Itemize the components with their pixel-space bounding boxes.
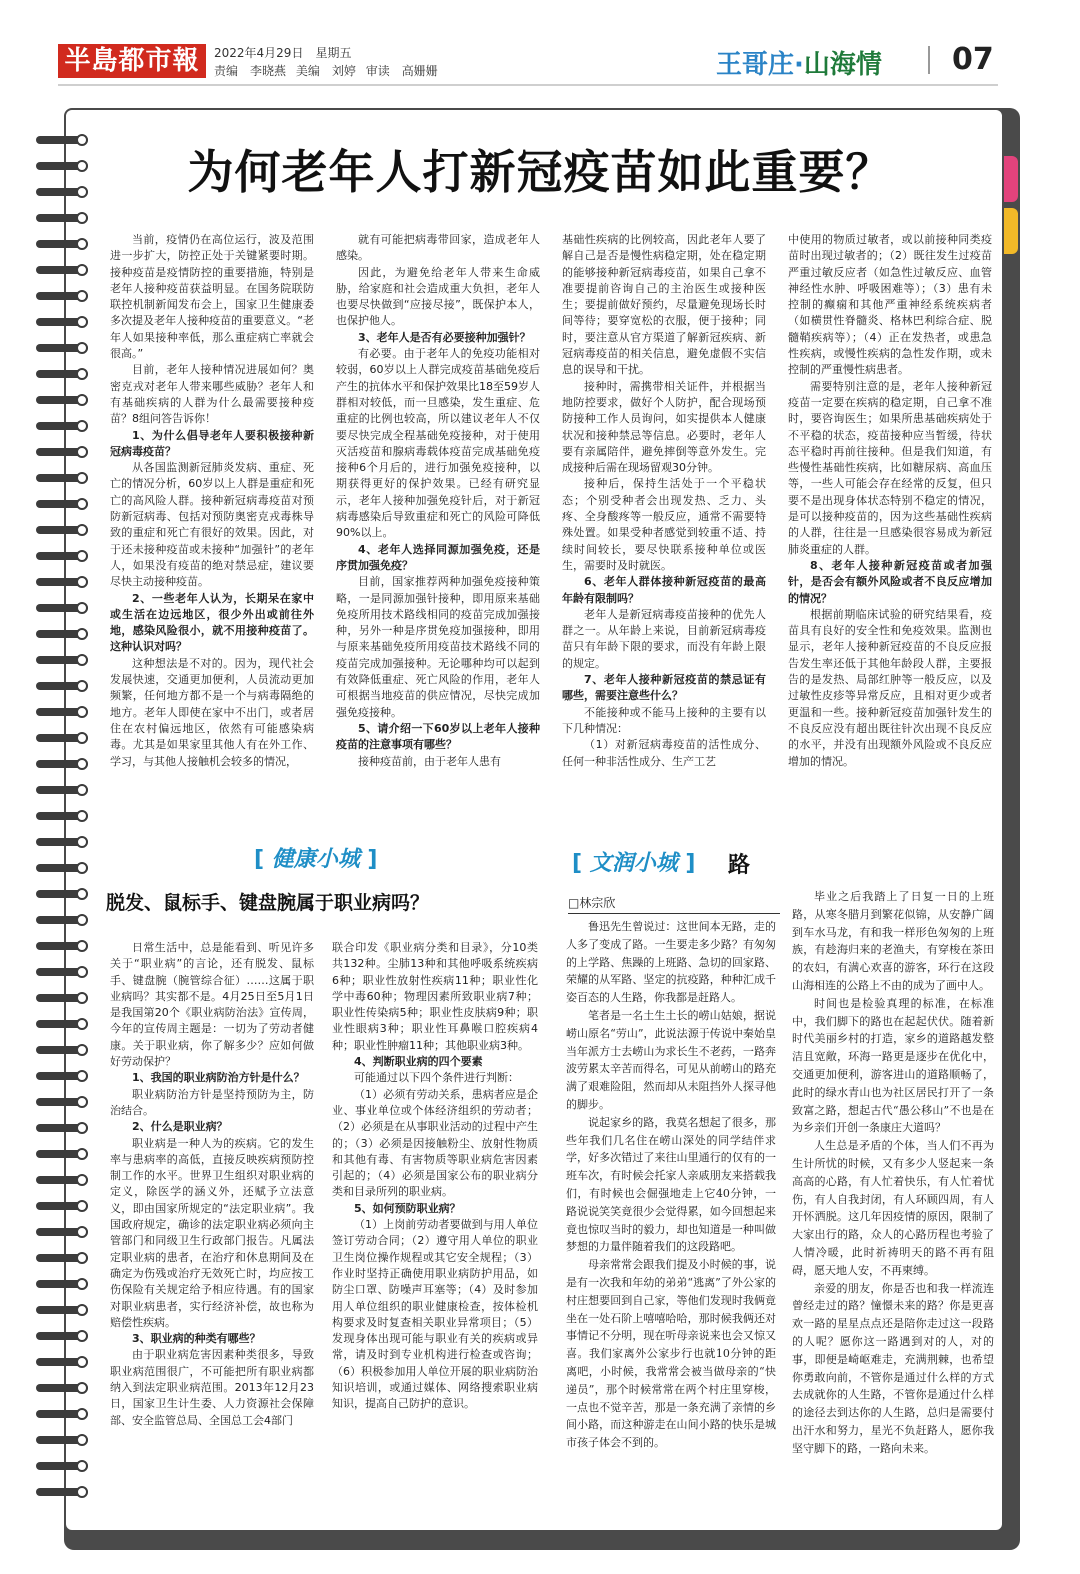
page-number: 07 <box>952 42 994 77</box>
binding-ring <box>36 212 88 226</box>
question-heading: 1、我国的职业病防治方针是什么？ <box>132 1071 305 1085</box>
paragraph: 就有可能把病毒带回家，造成老年人感染。 <box>336 233 540 263</box>
binding-ring <box>36 1460 88 1474</box>
main-article-column-4 <box>788 232 992 810</box>
binding-ring <box>36 1304 88 1318</box>
newspaper-logo: 半島都市報 <box>58 44 206 78</box>
paragraph: 人生总是矛盾的个体，当人们不再为生计所忧的时候，又有多少人竖起来一条高高的心路，有人忙着快乐，有人忙着忧伤，有人自我封闭，有人环顾四周，有人开怀洒脱。这几年因疫情的原因，限制了大家出行的路，众人的心路历程也考验了人情冷暖，此时祈祷明天的路不再有阻碍，愿天地人安，不再柬缚。 <box>792 1139 994 1277</box>
binding-ring <box>36 810 88 824</box>
health-tag-text: 健康小城 <box>271 847 360 872</box>
binding-ring <box>36 576 88 590</box>
binding-ring <box>36 706 88 720</box>
binding-ring <box>36 290 88 304</box>
binding-ring <box>36 1044 88 1058</box>
paragraph: 鲁迅先生曾说过：这世间本无路，走的人多了变成了路。一生要走多少路？有匆匆的上学路、焦躁的上班路、急切的回家路、荣耀的从军路、坚定的抗疫路，种种汇成千姿百态的人生路，你我都是赶路人。 <box>566 920 776 1005</box>
binding-ring <box>36 1330 88 1344</box>
paragraph: 目前，国家推荐两种加强免疫接种策略，一是同源加强针接种，即用原来基础免疫所用技术路线相同的疫苗完成加强接种，另外一种是序贯免疫加强接种，即用与原来基础免疫所用疫苗技术路线不同的疫苗完成加强接种。无论哪种均可以起到有效降低重症、死亡风险的作用，老年人可根据当地疫苗的供应情况，尽快完成加强免疫接种。 <box>336 575 540 719</box>
binding-ring <box>36 1174 88 1188</box>
paragraph: （1）必须有劳动关系，患病者应是企业、事业单位或个体经济组织的劳动者；（2）必须是在从事职业活动的过程中产生的；（3）必须是因接触粉尘、放射性物质和其他有毒、有害物质等职业病危害因素引起的；（4）必须是国家公布的职业病分类和目录所列的职业病。 <box>332 1087 538 1199</box>
credit-proofreader: 审读 高姗姗 <box>365 64 438 78</box>
binding-ring <box>36 1486 88 1500</box>
binding-ring <box>36 628 88 642</box>
paragraph: 可能通过以下四个条件进行判断： <box>354 1071 519 1085</box>
binding-ring <box>36 1408 88 1422</box>
paragraph: （1）上岗前劳动者要做到与用人单位签订劳动合同；（2）遵守用人单位的职业卫生岗位操作规程或其它安全规程；（3）作业时坚持正确使用职业病防护用品，如防尘口罩、防噪声耳塞等；（4）及时参加用人单位组织的职业健康检查，按体检机构要求及时复查相关职业异常项目；（5）发现身体出现可能与职业有关的疾病或异常，请及时到专业机构进行检查或咨询；（6）积极参加用人单位开展的职业病防治知识培训，或通过媒体、网络搜索职业病知识，提高自己防护的意识。 <box>332 1218 538 1411</box>
paragraph: 日常生活中，总是能看到、听见许多关于“职业病”的言论，还有脱发、鼠标手、键盘腕（腕管综合征）……这属于职业病吗？其实都不是。4月25日至5月1日是我国第20个《职业病防治法》宣传周，今年的宣传周主题是：一切为了劳动者健康。关于职业病，你了解多少？应如何做好劳动保护？ <box>110 941 314 1069</box>
masthead <box>0 0 1080 92</box>
paragraph: 需要特别注意的是，老年人接种新冠疫苗一定要在疾病的稳定期，自己拿不准时，要咨询医生；如果所患基础疾病处于不平稳的状态，疫苗接种应当暂缓，待状态平稳时再前往接种。但是我们知道，有些慢性基础性疾病，比如糖尿病、高血压等，一些人可能会存在经常的反复，但只要不是出现身体状态特别不稳定的情况，是可以接种疫苗的，因为这些基础性疾病的人群，往往是一旦感染很容易成为新冠肺炎重症的人群。 <box>788 379 992 556</box>
question-heading: 8、老年人接种新冠疫苗或者加强针，是否会有额外风险或者不良反应增加的情况？ <box>788 558 992 605</box>
editor-credits <box>214 62 444 79</box>
paragraph: 当前，疫情仍在高位运行，波及范围进一步扩大，防控正处于关键紧要时期。接种疫苗是疫情防控的重要措施，特别是老年人接种疫苗获益明显。在国务院联防联控机制新闻发布会上，国家卫生健康委多次提及老年人接种疫苗的重要意义。“老年人如果接种率低，那么重症病亡率就会很高。” <box>110 233 314 361</box>
binding-ring <box>36 940 88 954</box>
pink-page-tab <box>1004 156 1018 202</box>
binding-ring <box>36 1148 88 1162</box>
main-headline: 为何老年人打新冠疫苗如此重要？ <box>187 145 893 199</box>
spiral-binding <box>36 134 92 1514</box>
paragraph: 基础性疾病的比例较高，因此老年人要了解自己是否是慢性病稳定期，处在稳定期的能够接种新冠病毒疫苗，如果自己拿不准要提前咨询自己的主治医生或接种医生；要提前做好预约，尽量避免现场长时间等待；要穿宽松的衣服，便于接种；同时，要注意从官方渠道了解新冠疾病、新冠病毒疫苗的相关信息，避免虚假不实信息的误导和干扰。 <box>562 233 766 377</box>
binding-ring <box>36 1018 88 1032</box>
paragraph: 时间也是检验真理的标准，在标准中，我们脚下的路也在起起伏伏。随着新时代美丽乡村的打造，家乡的道路越发整洁且宽敞，环海一路更是逐步在优化中，交通更加便利，游客进山的道路顺畅了，此时的绿水青山也为社区居民打开了一条致富之路，想起古代“愚公移山”不也是在为乡亲们开创一条康庄大道吗？ <box>792 996 994 1135</box>
question-heading: 1、为什么倡导老年人要积极接种新冠病毒疫苗？ <box>110 428 314 458</box>
paragraph: 这种想法是不对的。因为，现代社会发展快速，交通更加便利，人员流动更加频繁，任何地方都不是一个与病毒隔绝的地方。老年人即使在家中不出门，或者居住在农村偏远地区，依然有可能感染病毒。尤其是如果家里其他人有在外工作、学习，与其他人接触机会较多的情况， <box>110 656 314 768</box>
paragraph: 从各国监测新冠肺炎发病、重症、死亡的情况分析，60岁以上人群是重症和死亡的高风险人群。接种新冠病毒疫苗对预防新冠病毒、包括对预防奥密克戎毒株导致的重症和死亡有很好的效果。因此，对于还未接种疫苗或未接种“加强针”的老年人，如果没有疫苗的绝对禁忌症，建议要尽快主动接种疫苗。 <box>110 461 314 589</box>
main-article-column-1 <box>110 232 314 810</box>
binding-ring <box>36 992 88 1006</box>
binding-ring <box>36 1252 88 1266</box>
yellow-page-tab <box>1004 208 1018 254</box>
binding-ring <box>36 498 88 512</box>
health-article-column-2 <box>332 940 538 1500</box>
binding-ring <box>36 264 88 278</box>
binding-ring <box>36 368 88 382</box>
issue-date: 2022年4月29日 星期五 <box>214 46 352 60</box>
paragraph: 接种后，保持生活处于一个平稳状态；个别受种者会出现发热、乏力、头疼、全身酸疼等一般反应，通常不需要特殊处置。如果受种者感觉到较重不适、持续时间较长，要尽快联系接种单位或医生，需要时及时就医。 <box>562 477 766 572</box>
paragraph: 联合印发《职业病分类和目录》，分10类共132种。尘肺13种和其他呼吸系统疾病6种；职业性放射性疾病11种；职业性化学中毒60种；物理因素所致职业病7种；职业性传染病5种；职业性皮肤病9种；职业性眼病3种；职业性耳鼻喉口腔疾病4种；职业性肿瘤11种；其他职业病3种。 <box>332 941 538 1052</box>
binding-ring <box>36 966 88 980</box>
binding-ring <box>36 888 88 902</box>
binding-ring <box>36 862 88 876</box>
paragraph: 老年人是新冠病毒疫苗接种的优先人群之一。从年龄上来说，目前新冠病毒疫苗只有年龄下限的要求，而没有年龄上限的规定。 <box>562 607 766 670</box>
binding-ring <box>36 1278 88 1292</box>
binding-ring <box>36 550 88 564</box>
section-title-b: 山海情 <box>803 50 882 80</box>
binding-ring <box>36 524 88 538</box>
question-heading: 6、老年人群体接种新冠疫苗的最高年龄有限制吗？ <box>562 575 766 605</box>
paragraph: 说起家乡的路，我莫名想起了很多，那些年我们几名住在崂山深处的同学结伴求学，好多次错过了来往山里通行的仅有的一班车次，有时候会托家人亲戚朋友来搭载我们，有时候也会倔强地走上它40分钟，一路说说笑笑竟很少会觉得累，如今回想起来竟也惊叹当时的毅力，却也知道是一种叫做梦想的力量伴随着我们的这段路吧。 <box>566 1115 776 1254</box>
literary-article-column-1 <box>566 918 776 1496</box>
question-heading: 7、老年人接种新冠疫苗的禁忌证有哪些，需要注意些什么？ <box>562 673 766 703</box>
binding-ring <box>36 472 88 486</box>
paragraph: 笔者是一名土生土长的崂山姑娘，据说崂山原名“劳山”，此说法源于传说中秦始皇当年派方士去崂山为求长生不老药，一路奔波劳累太辛苦而得名，可见从前崂山的路充满了艰难险阻，然而却从未阻挡外人探寻他的脚步。 <box>566 1008 776 1111</box>
paragraph: 职业病防治方针是坚持预防为主，防治结合。 <box>110 1087 314 1117</box>
literary-tag-text: 文润小城 <box>589 851 678 876</box>
binding-ring <box>36 238 88 252</box>
binding-ring <box>36 420 88 434</box>
literary-section-tag: [ 文润小城 ] <box>572 851 696 876</box>
binding-ring <box>36 316 88 330</box>
binding-ring <box>36 1226 88 1240</box>
paragraph: 由于职业病危害因素种类很多，导致职业病范围很广，不可能把所有职业病都纳入到法定职业病范围。2013年12月23日，国家卫生计生委、人力资源社会保障部、安全监管总局、全国总工会4部门 <box>110 1348 314 1427</box>
binding-ring <box>36 602 88 616</box>
main-article-column-2 <box>336 232 540 810</box>
paragraph: 接种疫苗前，由于老年人患有 <box>358 754 501 768</box>
masthead-rule <box>58 84 998 86</box>
paragraph: 根据前期临床试验的研究结果看，疫苗具有良好的安全性和免疫效果。监测也显示，老年人接种新冠疫苗的不良反应报告发生率还低于其他年龄段人群，主要报告的是发热、局部红肿等一般反应，以及过敏性皮疹等异常反应，且相对更少或者更温和一些。接种新冠疫苗加强针发生的不良反应没有超出既往针次出现不良反应的水平，并没有出现额外风险或不良反应增加的情况。 <box>788 607 992 768</box>
credit-designer: 美编 刘婷 <box>295 64 356 78</box>
binding-ring <box>36 914 88 928</box>
question-heading: 5、如何预防职业病？ <box>354 1201 461 1215</box>
binding-ring <box>36 1382 88 1396</box>
question-heading: 2、一些老年人认为，长期呆在家中或生活在边远地区，很少外出或前往外地，感染风险很小，就不用接种疫苗了。这种认识对吗？ <box>110 591 314 654</box>
paragraph: 接种时，需携带相关证件，并根据当地防控要求，做好个人防护，配合现场预防接种工作人员询问，如实提供本人健康状况和接种禁忌等信息。必要时，老年人要有亲属陪伴，避免摔倒等意外发生。完成接种后需在现场留观30分钟。 <box>562 379 766 475</box>
literary-article-column-2 <box>792 888 994 1496</box>
question-heading: 4、老年人选择同源加强免疫，还是序贯加强免疫？ <box>336 542 540 572</box>
binding-ring <box>36 784 88 798</box>
binding-ring <box>36 342 88 356</box>
binding-ring <box>36 654 88 668</box>
binding-ring <box>36 394 88 408</box>
binding-ring <box>36 1096 88 1110</box>
question-heading: 4、判断职业病的四个要素 <box>354 1055 483 1069</box>
main-article-column-3 <box>562 232 766 810</box>
binding-ring <box>36 1434 88 1448</box>
health-section-tag: [ 健康小城 ] <box>254 847 378 872</box>
binding-ring <box>36 732 88 746</box>
credit-editor: 责编 李晓燕 <box>214 64 287 78</box>
literary-article-title: 路 <box>728 853 751 878</box>
paragraph: 不能接种或不能马上接种的主要有以下几种情况： <box>562 705 766 735</box>
section-title <box>716 44 882 81</box>
paragraph: 目前，老年人接种情况进展如何？奥密克戎对老年人带来哪些威胁？老年人和有基础疾病的人群为什么最需要接种疫苗？8组问答告诉你！ <box>110 363 314 426</box>
binding-ring <box>36 1070 88 1084</box>
health-article-title: 脱发、鼠标手、键盘腕属于职业病吗？ <box>106 892 430 914</box>
paragraph: 有必要。由于老年人的免疫功能相对较弱，60岁以上人群完成疫苗基础免疫后产生的抗体水平和保护效果比18至59岁人群相对较低，而一旦感染，发生重症、危重症的比例也较高，所以建议老年人不仅要尽快完成全程基础免疫接种，对于使用灭活疫苗和腺病毒载体疫苗完成基础免疫接种6个月后的，进行加强免疫接种，以期获得更好的保护效果。已经有研究显示，老年人接种加强免疫针后，对于新冠病毒感染后导致重症和死亡的风险可降低90%以上。 <box>336 347 540 540</box>
masthead-divider <box>928 46 930 74</box>
question-heading: 3、职业病的种类有哪些？ <box>132 1332 261 1346</box>
binding-ring <box>36 1356 88 1370</box>
paragraph: （1）对新冠病毒疫苗的活性成分、任何一种非活性成分、生产工艺 <box>562 738 766 768</box>
binding-ring <box>36 680 88 694</box>
binding-ring <box>36 446 88 460</box>
binding-ring <box>36 758 88 772</box>
paragraph: 因此，为避免给老年人带来生命威胁，给家庭和社会造成重大负担，老年人也要尽快做到“应接尽接”，既保护本人，也保护他人。 <box>336 265 540 328</box>
literary-author: □林宗欣 <box>568 894 780 914</box>
paragraph: 职业病是一种人为的疾病。它的发生率与患病率的高低，直接反映疾病预防控制工作的水平。世界卫生组织对职业病的定义，除医学的涵义外，还赋予立法意义，即由国家所规定的“法定职业病”。我国政府规定，确诊的法定职业病必须向主管部门和同级卫生行政部门报告。凡属法定职业病的患者，在治疗和休息期间及在确定为伤残或治疗无效死亡时，均应按工伤保险有关规定给予相应待遇。有的国家对职业病患者，实行经济补偿，故也称为赔偿性疾病。 <box>110 1136 314 1329</box>
binding-ring <box>36 1122 88 1136</box>
section-title-a: 王哥庄· <box>716 50 804 80</box>
question-heading: 3、老年人是否有必要接种加强针？ <box>358 330 531 344</box>
paragraph: 亲爱的朋友，你是否也和我一样流连曾经走过的路？憧憬未来的路？你是更喜欢一路的星星点点还是陪你走过这一段路的人呢？愿你这一路遇到对的人，对的事，即便是崎岖难走，充满荆棘，也希望你勇敢向前，不管你是通过什么样的方式去成就你的人生路，不管你是通过什么样的途径去到达你的人生路，总归是需要付出汗水和努力，星光不负赶路人，愿你我坚守脚下的路，一路向未来。 <box>792 1281 994 1455</box>
health-article-column-1 <box>110 940 314 1500</box>
paragraph: 中使用的物质过敏者，或以前接种同类疫苗时出现过敏者的；（2）既往发生过疫苗严重过敏反应者（如急性过敏反应、血管神经性水肿、呼吸困难等）；（3）患有未控制的癫痫和其他严重神经系统疾病者（如横贯性脊髓炎、格林巴利综合症、脱髓鞘疾病等）；（4）正在发热者，或患急性疾病，或慢性疾病的急性发作期，或未控制的严重慢性病患者。 <box>788 233 992 377</box>
paragraph: 毕业之后我踏上了日复一日的上班路，从寒冬腊月到繁花似锦，从安静广阔到车水马龙，有和我一样形色匆匆的上班族，有趁海归来的老渔夫，有穿梭在茶田的农妇，有满心欢喜的游客，环行在这段山海相连的公路上不由的成为了画中人。 <box>792 890 994 992</box>
paragraph: 母亲常常会跟我们提及小时候的事，说是有一次我和年幼的弟弟“逃离”了外公家的村庄想要回到自己家，等他们发现时我俩竟坐在一处石阶上嘻嘻哈哈，那时候我俩还对事情记不分明，现在听母亲说来也会又惊又喜。我们家离外公家步行也就10分钟的距离吧，小时候，我常常会被当做母亲的“快递员”，那个时候常常在两个村庄里穿梭，一点也不觉辛苦，那是一条充满了亲情的乡间小路，而这种游走在山间小路的快乐是城市孩子体会不到的。 <box>566 1258 776 1450</box>
binding-ring <box>36 836 88 850</box>
binding-ring <box>36 1200 88 1214</box>
question-heading: 2、什么是职业病？ <box>132 1120 228 1134</box>
question-heading: 5、请介绍一下60岁以上老年人接种疫苗的注意事项有哪些？ <box>336 721 540 752</box>
